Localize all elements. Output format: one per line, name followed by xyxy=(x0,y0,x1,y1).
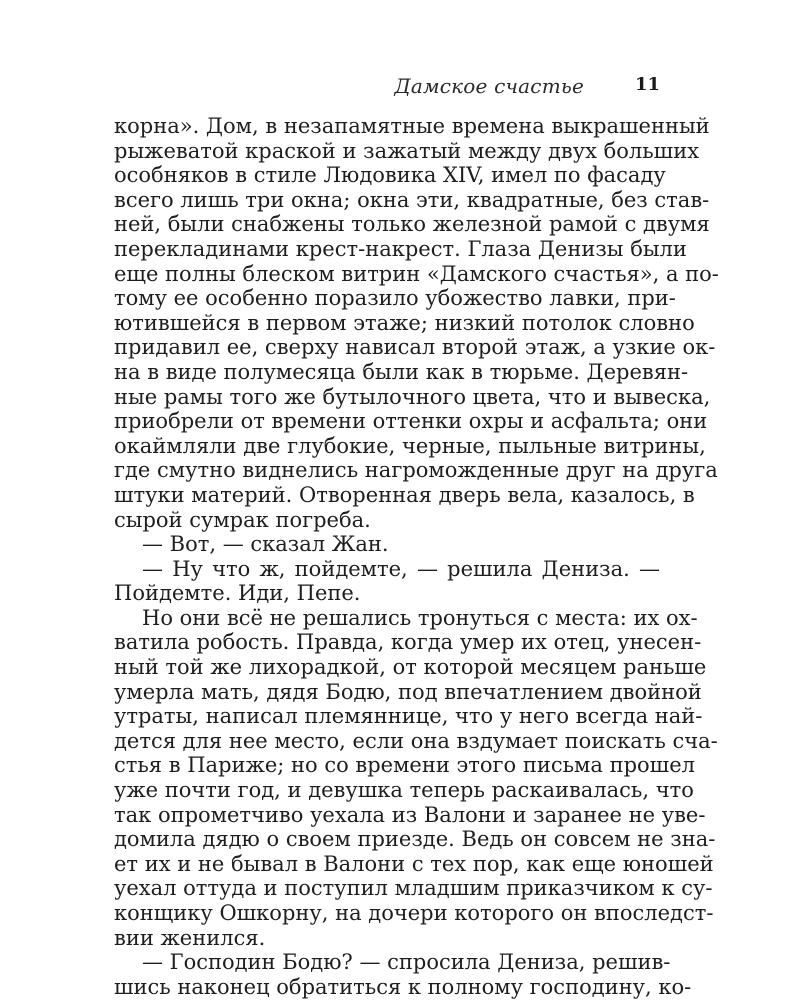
text-line: штуки материй. Отворенная дверь вела, казалось, в xyxy=(114,482,695,507)
running-header xyxy=(140,74,660,102)
text-line: ютившейся в первом этаже; низкий потолок словно xyxy=(114,310,695,335)
text-line: тому ее особенно поразило убожество лавки, при- xyxy=(114,286,676,311)
dialogue-line: — Вот, — сказал Жан. xyxy=(142,532,389,557)
text-line: придавил ее, сверху нависал второй этаж, а узкие ок- xyxy=(114,335,716,360)
text-line: сырой сумрак погреба. xyxy=(114,507,371,532)
paragraph-start-line: Но они всё не решались тронуться с места: их ох- xyxy=(142,605,698,630)
text-line: приобрели от времени оттенки охры и асфальта; они xyxy=(114,409,708,434)
text-line: уехал оттуда и поступил младшим приказчиком к су- xyxy=(114,876,713,901)
text-line: ные рамы того же бутылочного цвета, что и вывеска, xyxy=(114,384,711,409)
text-line: где смутно виднелись нагроможденные друг на друга xyxy=(114,458,718,483)
text-line: конщику Ошкорну, на дочери которого он впоследст- xyxy=(114,901,714,925)
text-line: ный той же лихорадкой, от которой месяцем раньше xyxy=(114,655,707,680)
text-line: домила дядю о своем приезде. Ведь он совсем не зна- xyxy=(114,827,716,852)
text-line: утраты, написал племяннице, что у него всегда най- xyxy=(114,704,703,729)
text-line: стья в Париже; но со времени этого письма прошел xyxy=(114,753,695,778)
page-number: 11 xyxy=(634,74,660,95)
text-line: перекладинами крест-накрест. Глаза Денизы были xyxy=(114,236,687,261)
text-line: вии женился. xyxy=(114,925,266,950)
text-line: еще полны блеском витрин «Дамского счастья», а по- xyxy=(114,261,719,286)
text-line: рыжеватой краской и зажатый между двух больших xyxy=(114,138,700,163)
text-line: ет их и не бывал в Валони с тех пор, как еще юношей xyxy=(114,851,714,876)
text-line: дется для нее место, если она вздумает поискать сча- xyxy=(114,728,718,753)
text-line: окаймляли две глубокие, черные, пыльные витрины, xyxy=(114,433,706,458)
body-text xyxy=(114,114,719,999)
text-line: уже почти год, и девушка теперь раскаивалась, что xyxy=(114,778,694,803)
dialogue-line: — Ну что ж, пойдемте, — решила Дениза. — xyxy=(142,556,660,581)
text-line: ватила робость. Правда, когда умер их отец, унесен- xyxy=(114,630,702,655)
running-title: Дамское счастье xyxy=(394,74,584,98)
text-line: ней, были снабжены только железной рамой с двумя xyxy=(114,212,710,237)
text-line: корна». Дом, в незапамятные времена выкрашенный xyxy=(114,114,710,138)
text-line: так опрометчиво уехала из Валони и заранее не уве- xyxy=(114,802,706,827)
text-line: на в виде полумесяца были как в тюрьме. Деревян- xyxy=(114,359,689,384)
text-line: Пойдемте. Иди, Пепе. xyxy=(114,581,361,606)
text-line: умерла мать, дядя Бодю, под впечатлением двойной xyxy=(114,679,702,704)
text-line: всего лишь три окна; окна эти, квадратные, без став- xyxy=(114,187,710,212)
dialogue-line: — Господин Бодю? — спросила Дениза, решив- xyxy=(142,950,671,975)
text-line: особняков в стиле Людовика XIV, имел по фасаду xyxy=(114,163,666,188)
text-line: шись наконец обратиться к полному господину, ко- xyxy=(114,974,692,999)
